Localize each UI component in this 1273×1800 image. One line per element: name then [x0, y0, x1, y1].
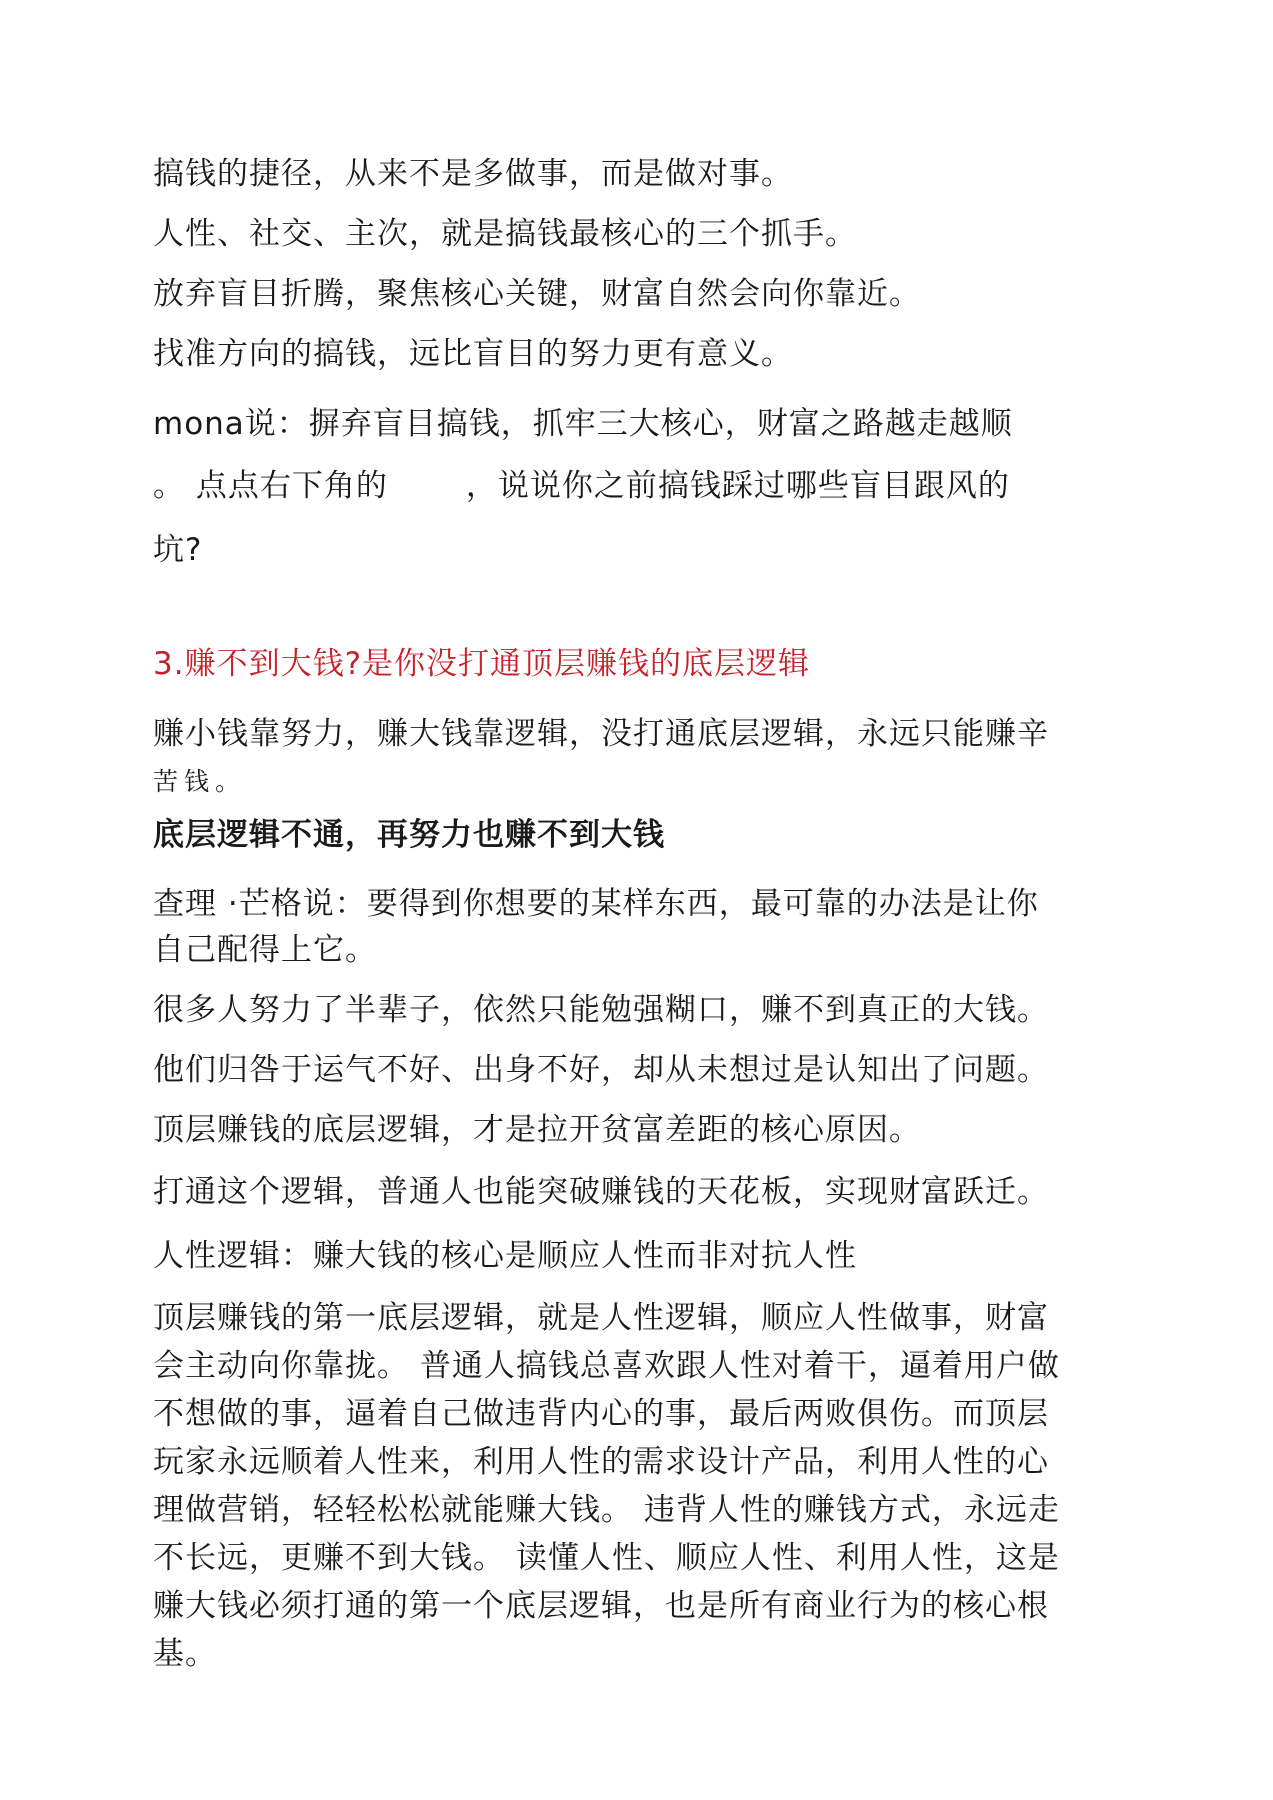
logic-body-line: 不长远，更赚不到大钱。 读懂人性、顺应人性、利用人性，这是: [153, 1540, 1060, 1576]
intro-line-3: 放弃盲目折腾，聚焦核心关键，财富自然会向你靠近。: [153, 276, 921, 312]
logic-body-line: 不想做的事，逼着自己做违背内心的事，最后两败俱伤。而顶层: [153, 1396, 1049, 1432]
section-paragraph-1-line-2: 苦钱。: [153, 767, 247, 796]
body-line-a: 很多人努力了半辈子，依然只能勉强糊口，赚不到真正的大钱。: [153, 992, 1049, 1028]
intro-line-2: 人性、社交、主次，就是搞钱最核心的三个抓手。: [153, 216, 857, 252]
section-heading: 3.赚不到大钱?是你没打通顶层赚钱的底层逻辑: [153, 646, 811, 682]
intro-line-1: 搞钱的捷径，从来不是多做事，而是做对事。: [153, 156, 793, 192]
cta-end-line: 坑?: [153, 532, 203, 568]
logic-body-line: 玩家永远顺着人性来，利用人性的需求设计产品，利用人性的心: [153, 1444, 1049, 1480]
logic-body-line: 顶层赚钱的第一底层逻辑，就是人性逻辑，顺应人性做事，财富: [153, 1300, 1049, 1336]
call-to-action-line: [153, 466, 1123, 506]
logic-body-line: 会主动向你靠拢。 普通人搞钱总喜欢跟人性对着干，逼着用户做: [153, 1348, 1060, 1384]
section-subheading: 底层逻辑不通，再努力也赚不到大钱: [153, 817, 665, 853]
munger-quote-line-2: 自己配得上它。: [153, 932, 377, 968]
logic-title: 人性逻辑：赚大钱的核心是顺应人性而非对抗人性: [153, 1238, 857, 1274]
body-line-c: 顶层赚钱的底层逻辑，才是拉开贫富差距的核心原因。: [153, 1112, 921, 1148]
intro-line-4: 找准方向的搞钱，远比盲目的努力更有意义。: [153, 336, 793, 372]
cta-part-1: 。 点点右下角的: [153, 468, 388, 504]
logic-body-line: 赚大钱必须打通的第一个底层逻辑，也是所有商业行为的核心根: [153, 1588, 1049, 1624]
logic-body-line: 理做营销，轻轻松松就能赚大钱。 违背人性的赚钱方式，永远走: [153, 1492, 1060, 1528]
munger-quote-line-1: 查理 ·芒格说：要得到你想要的某样东西，最可靠的办法是让你: [153, 886, 1039, 922]
section-paragraph-1-line-1: 赚小钱靠努力，赚大钱靠逻辑，没打通底层逻辑，永远只能赚辛: [153, 716, 1049, 752]
body-line-d: 打通这个逻辑，普通人也能突破赚钱的天花板，实现财富跃迁。: [153, 1174, 1049, 1210]
body-line-b: 他们归咎于运气不好、出身不好，却从未想过是认知出了问题。: [153, 1052, 1049, 1088]
mona-quote-line: mona说：摒弃盲目搞钱，抓牢三大核心，财富之路越走越顺: [153, 406, 1013, 442]
cta-part-2: ，说说你之前搞钱踩过哪些盲目跟风的: [465, 468, 1010, 504]
logic-body-line: 基。: [153, 1636, 217, 1672]
